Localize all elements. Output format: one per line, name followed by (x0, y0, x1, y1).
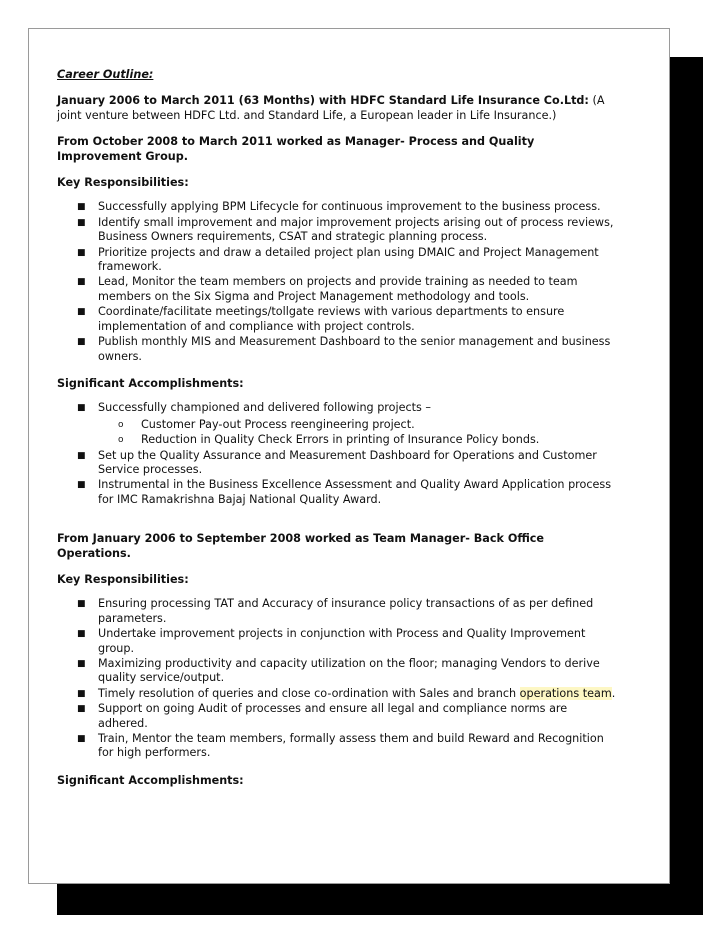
document-content (57, 68, 617, 788)
responsibilities-list-2 (57, 597, 617, 760)
sub-list-item (98, 433, 617, 447)
list-item (57, 597, 617, 626)
list-item (57, 305, 617, 334)
list-item (57, 335, 617, 364)
sub-list-item-text: Reduction in Quality Check Errors in printing of Insurance Policy bonds. (141, 433, 540, 447)
list-item-text: Instrumental in the Business Excellence Assessment and Quality Award Application process for IMC Ramakrishna Bajaj National Quality Award. (98, 478, 612, 506)
bullet-icon: ■ (77, 659, 86, 669)
bullet-icon: ■ (77, 599, 86, 610)
list-item (57, 627, 617, 656)
bullet-icon: ■ (77, 217, 86, 228)
list-item-text: Timely resolution of queries and close co-ordination with Sales and branch (98, 686, 520, 700)
list-item-text: Maximizing productivity and capacity utilization on the floor; managing Vendors to derive quality service/output. (98, 657, 600, 685)
list-item (57, 478, 617, 507)
key-responsibilities-heading-1: Key Responsibilities: (57, 176, 189, 190)
bullet-icon: ■ (77, 337, 86, 348)
role-heading-2: From January 2006 to September 2008 worked as Team Manager- Back Office Operations. (57, 532, 545, 560)
accomplishments-list-1 (57, 401, 617, 507)
bullet-icon: ■ (77, 704, 86, 715)
accomplishments-heading-2: Significant Accomplishments: (57, 773, 244, 787)
list-item-text: Lead, Monitor the team members on projects and provide training as needed to team members on the Six Sigma and Project Management methodology and tools. (98, 275, 578, 303)
list-item-text-end: . (611, 686, 616, 700)
list-item (57, 200, 617, 214)
list-item (57, 687, 617, 701)
key-responsibilities-heading-2: Key Responsibilities: (57, 572, 189, 586)
bullet-icon: ■ (77, 480, 86, 491)
bullet-icon: ■ (77, 629, 86, 640)
list-item (57, 732, 617, 761)
list-item-text: Support on going Audit of processes and ensure all legal and compliance norms are adhered. (98, 702, 568, 730)
list-item-text: Prioritize projects and draw a detailed project plan using DMAIC and Project Management framework. (98, 245, 599, 274)
highlighted-text: operations team (519, 686, 612, 700)
bullet-icon: ■ (77, 307, 86, 318)
employer-line (57, 94, 617, 123)
list-item-text: Identify small improvement and major improvement projects arising out of process reviews, Business Owners requirements, CSAT and strategic planning process. (98, 215, 614, 244)
list-item-text: Coordinate/facilitate meetings/tollgate reviews with various departments to ensure implementation of and compliance with project controls. (98, 305, 565, 333)
circle-bullet-icon: o (118, 419, 124, 430)
list-item (57, 275, 617, 304)
bullet-icon: ■ (77, 450, 86, 461)
list-item (57, 246, 617, 275)
responsibilities-list-1 (57, 200, 617, 363)
list-item (57, 401, 617, 447)
accomplishments-heading-1: Significant Accomplishments: (57, 376, 244, 390)
sub-list-item (98, 418, 617, 432)
list-item-text: Ensuring processing TAT and Accuracy of insurance policy transactions of as per defined parameters. (98, 597, 594, 625)
list-item (57, 449, 617, 478)
list-item (57, 216, 617, 245)
bullet-icon: ■ (77, 202, 86, 213)
list-item-text: Successfully championed and delivered following projects – (98, 401, 431, 415)
list-item (57, 702, 617, 731)
employer-bold: January 2006 to March 2011 (63 Months) with HDFC Standard Life Insurance Co.Ltd: (57, 94, 589, 108)
employer-note: (A joint venture between HDFC Ltd. and Standard Life, a European leader in Life Insurance.) (57, 94, 605, 122)
bullet-icon: ■ (77, 403, 86, 414)
circle-bullet-icon: o (118, 435, 124, 446)
bullet-icon: ■ (77, 688, 86, 699)
bullet-icon: ■ (77, 277, 86, 288)
bullet-icon: ■ (77, 247, 86, 258)
bullet-icon: ■ (77, 734, 86, 745)
list-item-text: Undertake improvement projects in conjunction with Process and Quality Improvement group. (98, 627, 586, 655)
sub-list-item-text: Customer Pay-out Process reengineering project. (141, 417, 415, 431)
list-item (57, 657, 617, 686)
career-outline-heading: Career Outline: (57, 68, 154, 81)
role-heading-1: From October 2008 to March 2011 worked as Manager- Process and Quality Improvement Group. (57, 135, 535, 163)
sub-list (98, 418, 617, 448)
list-item-text: Set up the Quality Assurance and Measurement Dashboard for Operations and Customer Service processes. (98, 448, 597, 476)
list-item-text: Publish monthly MIS and Measurement Dashboard to the senior management and business owners. (98, 335, 611, 363)
list-item-text: Train, Mentor the team members, formally assess them and build Reward and Recognition for high performers. (98, 732, 604, 760)
list-item-text: Successfully applying BPM Lifecycle for continuous improvement to the business process. (98, 200, 601, 214)
